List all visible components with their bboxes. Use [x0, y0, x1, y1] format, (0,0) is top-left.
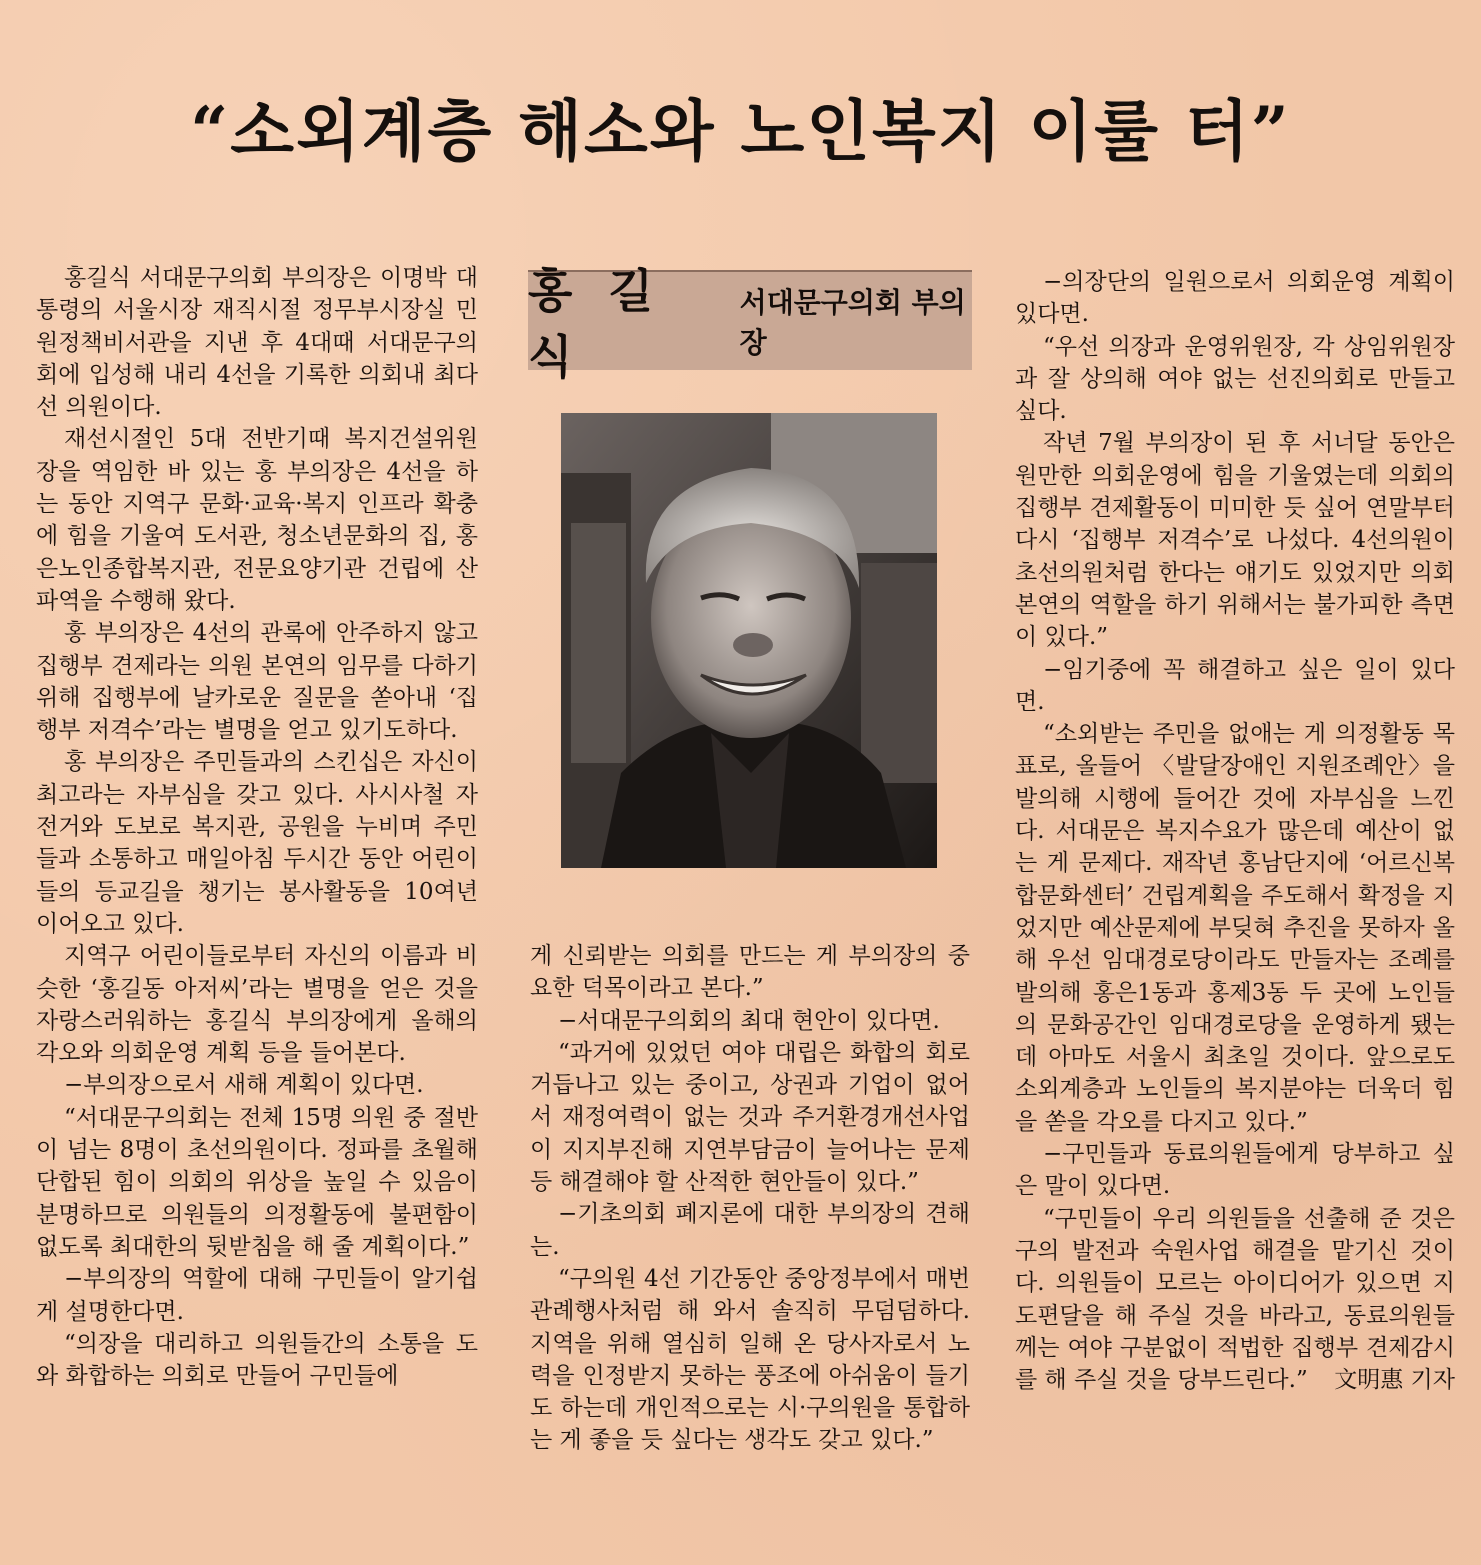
interviewee-title: 서대문구의회 부의장: [739, 286, 966, 359]
interview-question: −구민들과 동료의원들에게 당부하고 싶은 말이 있다면.: [1015, 1141, 1455, 1200]
interview-question: −기초의회 폐지론에 대한 부의장의 견해는.: [530, 1201, 970, 1260]
interview-question: −임기중에 꼭 해결하고 싶은 일이 있다면.: [1015, 656, 1455, 715]
interview-question: −서대문구의회의 최대 현안이 있다면.: [558, 1007, 940, 1034]
article-column-1: [36, 262, 478, 1392]
interview-answer: “소외받는 주민을 없애는 게 의정활동 목표로, 올들어 〈발달장애인 지원조례안〉을 발의해 시행에 들어간 것에 자부심을 느낀다. 서대문은 복지수요가 많은데 예산이 없는 게 문제다. 재작년 홍남단지에 ‘어르신복합문화센터’ 건립계획을 주도해서 확정을 지었지만 예산문제에 부딪혀 추진을 못하자 올해 우선 임대경로당이라도 만들자는 조례를 발의해 홍은1동과 홍제3동 두 곳에 노인들의 문화공간인 임대경로당을 운영하게 됐는데 아마도 서울시 최초일 것이다. 앞으로도 소외계층과 노인들의 복지분야는 더욱더 힘을 쏟을 각오를 다지고 있다.”: [1015, 721, 1455, 1135]
interview-question: −의장단의 일원으로서 의회운영 계획이 있다면.: [1015, 269, 1455, 328]
interview-answer: “과거에 있었던 여야 대립은 화합의 회로 거듭나고 있는 중이고, 상권과 기업이 없어서 재정여력이 없는 것과 주거환경개선사업이 지지부진해 지연부담금이 늘어나는 문제 등 해결해야 할 산적한 현안들이 있다.”: [530, 1039, 970, 1196]
portrait-image: [561, 413, 937, 868]
paragraph: 홍 부의장은 4선의 관록에 안주하지 않고 집행부 견제라는 의원 본연의 임무를 다하기 위해 집행부에 날카로운 질문을 쏟아내 ‘집행부 저격수’라는 별명을 얻고 있기도하다.: [36, 620, 478, 744]
reporter-byline: 文明惠 기자: [1334, 1367, 1455, 1394]
name-title-box: [528, 264, 972, 384]
paragraph: 재선시절인 5대 전반기때 복지건설위원장을 역임한 바 있는 홍 부의장은 4선을 하는 동안 지역구 문화·교육·복지 인프라 확충에 힘을 기울여 도서관, 청소년문화의 집, 홍은노인종합복지관, 전문요양기관 건립에 산파역을 수행해 왔다.: [36, 426, 478, 614]
interview-answer: “의장을 대리하고 의원들간의 소통을 도와 화합하는 의회로 만들어 구민들에: [36, 1330, 478, 1390]
paragraph-continued: 게 신뢰받는 의회를 만드는 게 부의장의 중요한 덕목이라고 본다.”: [530, 943, 970, 1002]
interview-answer: “우선 의장과 운영위원장, 각 상임위원장과 잘 상의해 여야 없는 선진의회로 만들고 싶다.: [1015, 333, 1455, 425]
paragraph: 홍길식 서대문구의회 부의장은 이명박 대통령의 서울시장 재직시절 정무부시장실 민원정책비서관을 지낸 후 4대때 서대문구의회에 입성해 내리 4선을 기록한 의회내 최다선 의원이다.: [36, 265, 478, 421]
paragraph: 지역구 어린이들로부터 자신의 이름과 비슷한 ‘홍길동 아저씨’라는 별명을 얻은 것을 자랑스러워하는 홍길식 부의장에게 올해의 각오와 의회운영 계획 등을 들어본다.: [36, 943, 478, 1067]
interview-question: −부의장으로서 새해 계획이 있다면.: [64, 1072, 424, 1099]
interview-answer: “구민들이 우리 의원들을 선출해 준 것은 구의 발전과 숙원사업 해결을 맡기신 것이다. 의원들이 모르는 아이디어가 있으면 지도편달을 해 주실 것을 바라고, 동료의원들께는 여야 구분없이 적법한 집행부 견제감시를 해 주실 것을 당부드린다.”: [1015, 1205, 1455, 1394]
headline: “소외계층 해소와 노인복지 이룰 터”: [190, 92, 1291, 170]
interview-answer: 작년 7월 부의장이 된 후 서너달 동안은 원만한 의회운영에 힘을 기울였는데 의회의 집행부 견제활동이 미미한 듯 싶어 연말부터 다시 ‘집행부 저격수’로 나섰다. 4선의원이 초선의원처럼 한다는 얘기도 있었지만 의회 본연의 역할을 하기 위해서는 불가피한 측면이 있다.”: [1015, 430, 1455, 651]
interview-answer: “구의원 4선 기간동안 중앙정부에서 매번 관례행사처럼 해 와서 솔직히 무덤덤하다. 지역을 위해 열심히 일해 온 당사자로서 노력을 인정받지 못하는 풍조에 아쉬움이 들기도 하는데 개인적으로는 시·구의원을 통합하는 게 좋을 듯 싶다는 생각도 갖고 있다.”: [530, 1265, 970, 1454]
paragraph: 홍 부의장은 주민들과의 스킨십은 자신이 최고라는 자부심을 갖고 있다. 사시사철 자전거와 도보로 복지관, 공원을 누비며 주민들과 소통하고 매일아침 두시간 동안 어린이들의 등교길을 챙기는 봉사활동을 10여년 이어오고 있다.: [36, 749, 478, 937]
interviewee-name: 홍 길 식: [528, 264, 663, 384]
article-column-3: [1015, 266, 1455, 1397]
interview-answer: “서대문구의회는 전체 15명 의원 중 절반이 넘는 8명이 초선의원이다. 정파를 초월해 단합된 힘이 의회의 위상을 높일 수 있음이 분명하므로 의원들의 의정활동에 불편함이 없도록 최대한의 뒷받침을 해 줄 계획이다.”: [36, 1104, 478, 1260]
article-column-2: [530, 940, 970, 1457]
portrait-photo: [561, 413, 937, 868]
interview-question: −부의장의 역할에 대해 구민들이 알기쉽게 설명한다면.: [36, 1266, 478, 1325]
